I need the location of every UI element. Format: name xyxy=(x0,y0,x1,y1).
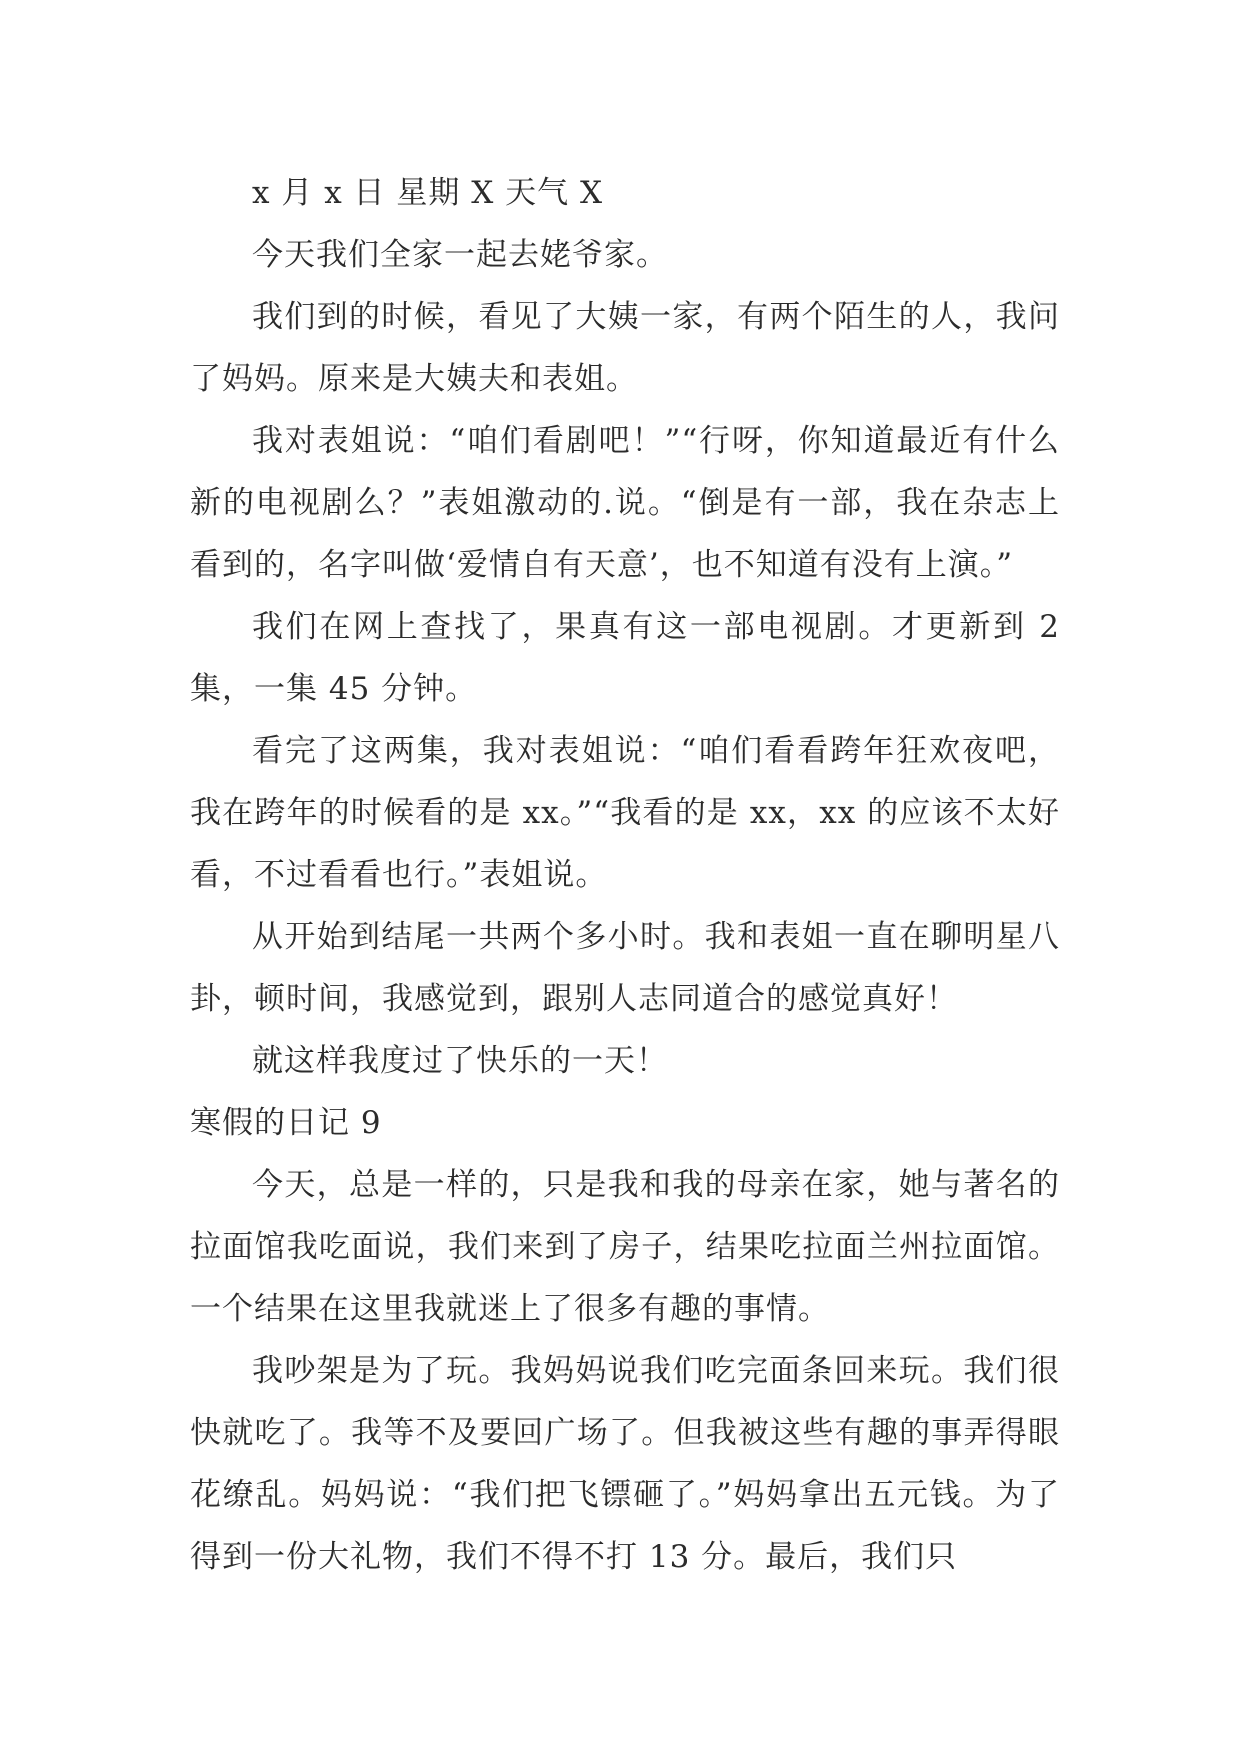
paragraph: 从开始到结尾一共两个多小时。我和表姐一直在聊明星八卦，顿时间，我感觉到，跟别人志同道合的感觉真好！ xyxy=(190,919,1060,1017)
paragraph: 我们在网上查找了，果真有这一部电视剧。才更新到 2 集，一集 45 分钟。 xyxy=(190,609,1060,707)
paragraph: 我对表姐说：“咱们看剧吧！”“行呀，你知道最近有什么新的电视剧么？”表姐激动的.说。“倒是有一部，我在杂志上看到的，名字叫做‘爱情自有天意’，也不知道有没有上演。” xyxy=(190,423,1060,583)
document-body xyxy=(190,162,1060,1588)
date-line: x 月 x 日 星期 X 天气 X xyxy=(252,175,604,211)
paragraph: 就这样我度过了快乐的一天！ xyxy=(252,1043,668,1079)
paragraph: 我们到的时候，看见了大姨一家，有两个陌生的人，我问了妈妈。原来是大姨夫和表姐。 xyxy=(190,299,1060,397)
paragraph: 今天，总是一样的，只是我和我的母亲在家，她与著名的拉面馆我吃面说，我们来到了房子，结果吃拉面兰州拉面馆。一个结果在这里我就迷上了很多有趣的事情。 xyxy=(190,1167,1060,1327)
paragraph: 我吵架是为了玩。我妈妈说我们吃完面条回来玩。我们很快就吃了。我等不及要回广场了。但我被这些有趣的事弄得眼花缭乱。妈妈说：“我们把飞镖砸了。”妈妈拿出五元钱。为了得到一份大礼物，我们不得不打 13 分。最后，我们只 xyxy=(190,1353,1060,1575)
paragraph: 今天我们全家一起去姥爷家。 xyxy=(252,237,668,273)
entry-title: 寒假的日记 9 xyxy=(190,1105,382,1141)
paragraph: 看完了这两集，我对表姐说：“咱们看看跨年狂欢夜吧，我在跨年的时候看的是 xx。”“我看的是 xx，xx 的应该不太好看，不过看看也行。”表姐说。 xyxy=(190,733,1060,893)
